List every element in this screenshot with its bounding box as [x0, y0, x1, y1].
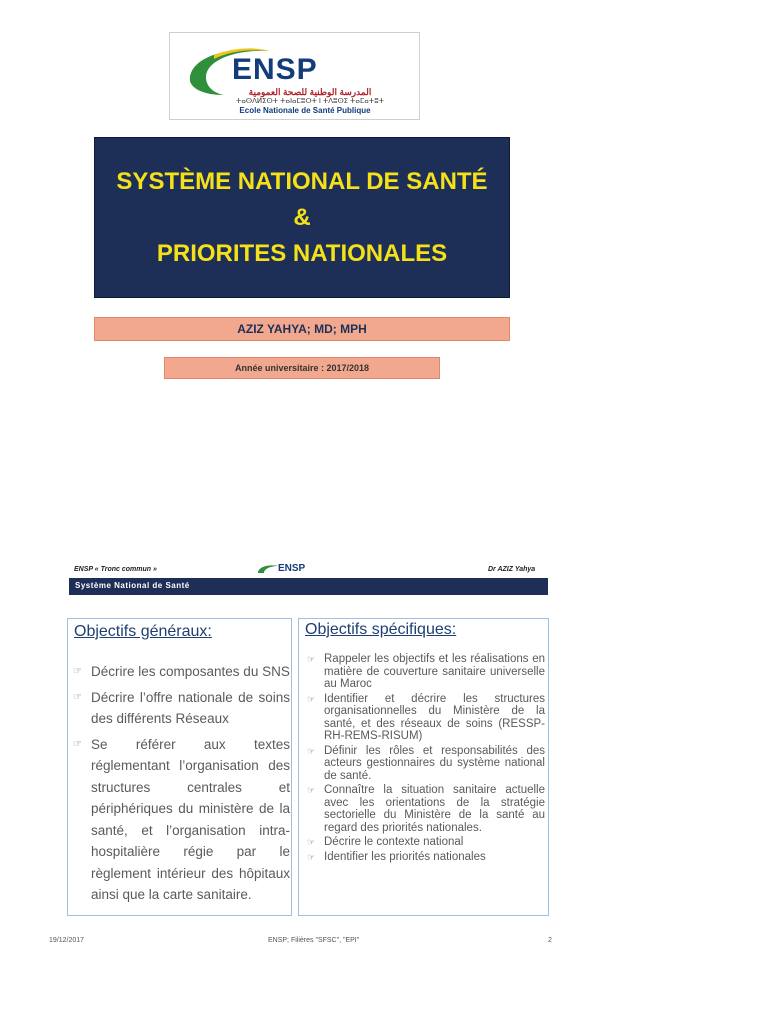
pointing-hand-icon: ☞	[307, 745, 316, 756]
list-item	[307, 693, 545, 743]
list-item	[73, 734, 290, 906]
title-line-2: &	[293, 203, 311, 231]
pointing-hand-icon: ☞	[307, 851, 316, 862]
general-objectives-title: Objectifs généraux:	[74, 623, 212, 640]
footer-page-number: 2	[548, 937, 552, 944]
header-logo-text: ENSP	[278, 563, 306, 574]
title-line-1: SYSTÈME NATIONAL DE SANTÉ	[116, 167, 488, 195]
academic-year-bar: Année universitaire : 2017/2018	[164, 357, 440, 379]
slide-header-right: Dr AZIZ Yahya	[488, 566, 536, 573]
pointing-hand-icon: ☞	[73, 738, 82, 750]
list-item	[307, 784, 545, 834]
list-item	[73, 687, 290, 730]
footer-date: 19/12/2017	[49, 937, 85, 944]
general-objectives-list	[73, 661, 290, 910]
pointing-hand-icon: ☞	[307, 693, 316, 704]
title-line-3: PRIORITES NATIONALES	[156, 239, 448, 267]
header-swoosh-icon	[256, 563, 280, 577]
specific-objectives-panel	[298, 618, 549, 916]
list-item-text: Connaître la situation sanitaire actuelle avec les orientations de la stratégie sectorielle du Ministère de la santé au regard des priorités nationales.	[324, 784, 545, 834]
logo-tifinagh-name: ⵜⴰⵙⴷⵍⵉⵙⵜ ⵜⴰⵏⴰⵎⵓⵔⵜ ⵏ ⵜⴷⵓⵙⵉ ⵜⴰⵎⴰⵜⵓⵜ	[235, 98, 384, 105]
list-item	[307, 745, 545, 783]
list-item-text: Décrire les composantes du SNS	[91, 664, 290, 679]
logo-french-name: Ecole Nationale de Santé Publique	[239, 106, 371, 115]
list-item-text: Décrire l’offre nationale de soins des différents Réseaux	[91, 689, 290, 726]
header-logo	[256, 563, 356, 577]
list-item-text: Décrire le contexte national	[324, 836, 464, 848]
list-item-text: Identifier les priorités nationales	[324, 850, 486, 863]
general-objectives-panel	[67, 618, 292, 916]
logo-acronym: ENSP	[232, 53, 318, 86]
list-item	[307, 851, 545, 864]
author-bar: AZIZ YAHYA; MD; MPH	[94, 317, 510, 341]
list-item-text: Se référer aux textes réglementant l’organisation des structures centrales et périphériques du ministère de la santé, et l’organisation intra-hospitalière régie par le règlement intérieur des hôpitaux ainsi que la carte sanitaire.	[91, 736, 290, 902]
pointing-hand-icon: ☞	[73, 666, 82, 677]
pointing-hand-icon: ☞	[307, 654, 316, 664]
list-item	[307, 653, 545, 691]
specific-objectives-title: Objectifs spécifiques:	[305, 621, 457, 638]
pointing-hand-icon: ☞	[307, 785, 316, 795]
section-title-bar	[69, 578, 548, 595]
slide-header-left: ENSP « Tronc commun »	[74, 566, 157, 573]
title-banner	[94, 137, 510, 298]
ensp-logo	[169, 32, 420, 120]
list-item-text: Identifier et décrire les structures organisationnelles du Ministère de la santé, et des réseaux de soins (RESSP-RH-REMS-RISUM)	[324, 692, 545, 742]
list-item	[307, 836, 545, 849]
pointing-hand-icon: ☞	[73, 691, 82, 703]
pointing-hand-icon: ☞	[307, 837, 316, 847]
section-title: Système National de Santé	[75, 581, 190, 590]
list-item-text: Rappeler les objectifs et les réalisations en matière de couverture sanitaire universelle au Maroc	[324, 653, 545, 690]
list-item	[73, 661, 290, 683]
footer-program: ENSP; Filières "SFSC", "EPI"	[268, 937, 360, 944]
specific-objectives-list	[307, 653, 545, 865]
list-item-text: Définir les rôles et responsabilités des acteurs gestionnaires du système national de santé.	[324, 744, 545, 782]
logo-arabic-name: المدرسة الوطنية للصحة العمومية	[248, 87, 372, 97]
